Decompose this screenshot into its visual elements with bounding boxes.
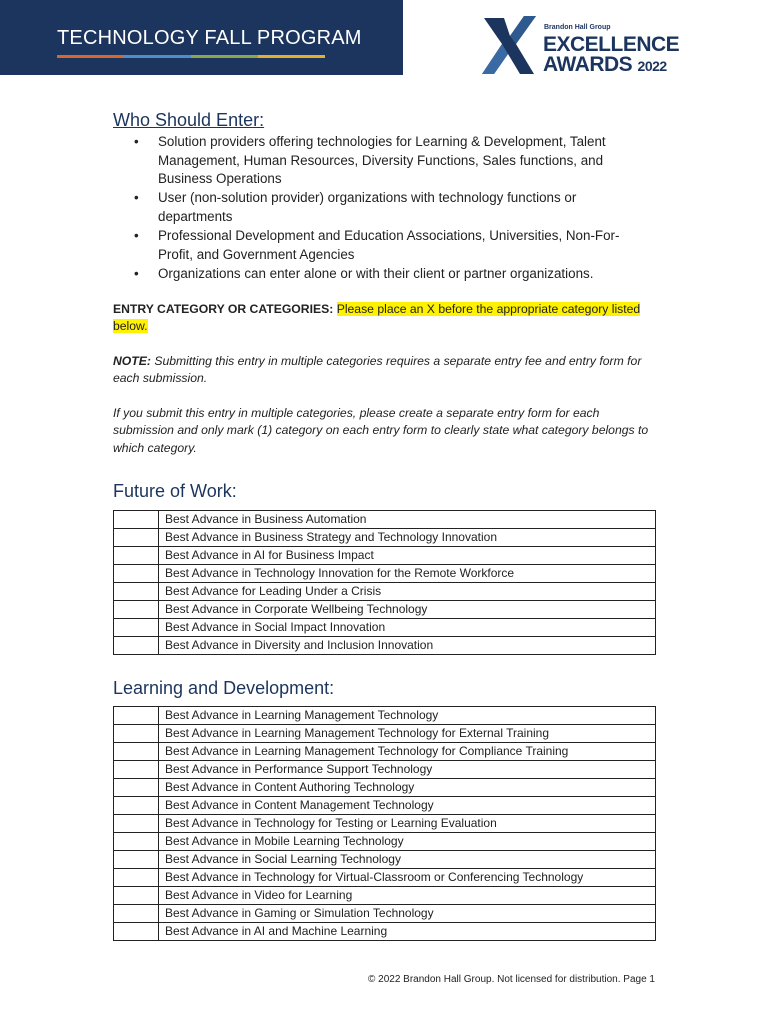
category-label: Best Advance in Diversity and Inclusion Innovation (159, 637, 656, 655)
category-label: Best Advance in Corporate Wellbeing Technology (159, 601, 656, 619)
category-label: Best Advance in Content Management Technology (159, 797, 656, 815)
note-paragraph (113, 353, 653, 388)
stripe-segment (124, 55, 191, 58)
category-checkbox-cell[interactable] (114, 815, 159, 833)
list-item: • Professional Development and Education Associations, Universities, Non-For-Profit, and Government Agencies (131, 227, 641, 264)
category-label: Best Advance in AI and Machine Learning (159, 923, 656, 941)
table-row (114, 905, 656, 923)
entry-highlight-instruction: Please place an X before the appropriate category listed below. (113, 302, 641, 334)
table-row (114, 815, 656, 833)
category-checkbox-cell[interactable] (114, 923, 159, 941)
category-checkbox-cell[interactable] (114, 797, 159, 815)
category-label: Best Advance in Performance Support Technology (159, 761, 656, 779)
table-row (114, 619, 656, 637)
category-checkbox-cell[interactable] (114, 833, 159, 851)
category-label: Best Advance in Technology Innovation for the Remote Workforce (159, 565, 656, 583)
category-checkbox-cell[interactable] (114, 511, 159, 529)
page-footer: © 2022 Brandon Hall Group. Not licensed for distribution. Page 1 (368, 974, 655, 985)
table-row (114, 547, 656, 565)
category-label: Best Advance in Technology for Testing or Learning Evaluation (159, 815, 656, 833)
list-item: • Organizations can enter alone or with their client or partner organizations. (131, 265, 641, 284)
future-of-work-table (113, 510, 656, 655)
category-label: Best Advance in Social Impact Innovation (159, 619, 656, 637)
category-checkbox-cell[interactable] (114, 743, 159, 761)
category-checkbox-cell[interactable] (114, 529, 159, 547)
future-of-work-heading: Future of Work: (113, 481, 237, 501)
table-row (114, 583, 656, 601)
category-checkbox-cell[interactable] (114, 887, 159, 905)
learning-development-heading: Learning and Development: (113, 678, 335, 698)
program-title: TECHNOLOGY FALL PROGRAM (57, 27, 362, 49)
logo-org-name: Brandon Hall Group (544, 24, 611, 31)
table-row (114, 511, 656, 529)
category-label: Best Advance in Technology for Virtual-Classroom or Conferencing Technology (159, 869, 656, 887)
table-row (114, 797, 656, 815)
table-row (114, 637, 656, 655)
logo-year: 2022 (637, 58, 667, 74)
note-text: Submitting this entry in multiple categories requires a separate entry fee and entry form for each submission. (113, 354, 642, 386)
category-checkbox-cell[interactable] (114, 583, 159, 601)
learning-development-table (113, 706, 656, 941)
x-star-logo-icon (480, 14, 538, 76)
stripe-segment (258, 55, 325, 58)
category-checkbox-cell[interactable] (114, 851, 159, 869)
who-should-enter-list (131, 133, 641, 284)
category-label: Best Advance in AI for Business Impact (159, 547, 656, 565)
logo-line2 (543, 54, 667, 77)
entry-instruction (113, 301, 653, 336)
header-banner (0, 0, 403, 75)
table-row (114, 833, 656, 851)
category-checkbox-cell[interactable] (114, 707, 159, 725)
category-checkbox-cell[interactable] (114, 547, 159, 565)
table-row (114, 725, 656, 743)
category-label: Best Advance in Business Automation (159, 511, 656, 529)
category-checkbox-cell[interactable] (114, 619, 159, 637)
category-checkbox-cell[interactable] (114, 779, 159, 797)
category-label: Best Advance in Content Authoring Technology (159, 779, 656, 797)
table-row (114, 923, 656, 941)
list-item: • Solution providers offering technologies for Learning & Development, Talent Management, Human Resources, Diversity Functions, Sales functions, and Business Operations (131, 133, 641, 189)
multi-category-paragraph: If you submit this entry in multiple categories, please create a separate entry form for each submission and only mark (1) category on each entry form to clearly state what category belongs to which category. (113, 406, 649, 455)
table-row (114, 565, 656, 583)
stripe-segment (191, 55, 258, 58)
table-row (114, 887, 656, 905)
category-checkbox-cell[interactable] (114, 905, 159, 923)
category-checkbox-cell[interactable] (114, 725, 159, 743)
category-checkbox-cell[interactable] (114, 601, 159, 619)
table-row (114, 707, 656, 725)
category-label: Best Advance in Learning Management Technology (159, 707, 656, 725)
stripe-segment (57, 55, 124, 58)
category-checkbox-cell[interactable] (114, 869, 159, 887)
entry-label: ENTRY CATEGORY OR CATEGORIES: (113, 302, 334, 316)
category-label: Best Advance in Mobile Learning Technology (159, 833, 656, 851)
table-row (114, 743, 656, 761)
note-label: NOTE: (113, 354, 151, 368)
table-row (114, 779, 656, 797)
category-label: Best Advance in Business Strategy and Technology Innovation (159, 529, 656, 547)
category-label: Best Advance in Social Learning Technology (159, 851, 656, 869)
table-row (114, 601, 656, 619)
list-item: • User (non-solution provider) organizations with technology functions or departments (131, 189, 641, 226)
table-row (114, 529, 656, 547)
category-checkbox-cell[interactable] (114, 637, 159, 655)
category-checkbox-cell[interactable] (114, 761, 159, 779)
category-label: Best Advance for Leading Under a Crisis (159, 583, 656, 601)
banner-stripe (57, 55, 325, 58)
table-row (114, 851, 656, 869)
category-label: Best Advance in Video for Learning (159, 887, 656, 905)
logo-line1: EXCELLENCE (543, 33, 680, 56)
category-label: Best Advance in Learning Management Technology for External Training (159, 725, 656, 743)
category-label: Best Advance in Gaming or Simulation Technology (159, 905, 656, 923)
category-checkbox-cell[interactable] (114, 565, 159, 583)
logo-awards: AWARDS (543, 53, 633, 76)
excellence-awards-logo (480, 14, 690, 78)
table-row (114, 869, 656, 887)
who-should-enter-heading: Who Should Enter: (113, 110, 265, 130)
table-row (114, 761, 656, 779)
category-label: Best Advance in Learning Management Technology for Compliance Training (159, 743, 656, 761)
